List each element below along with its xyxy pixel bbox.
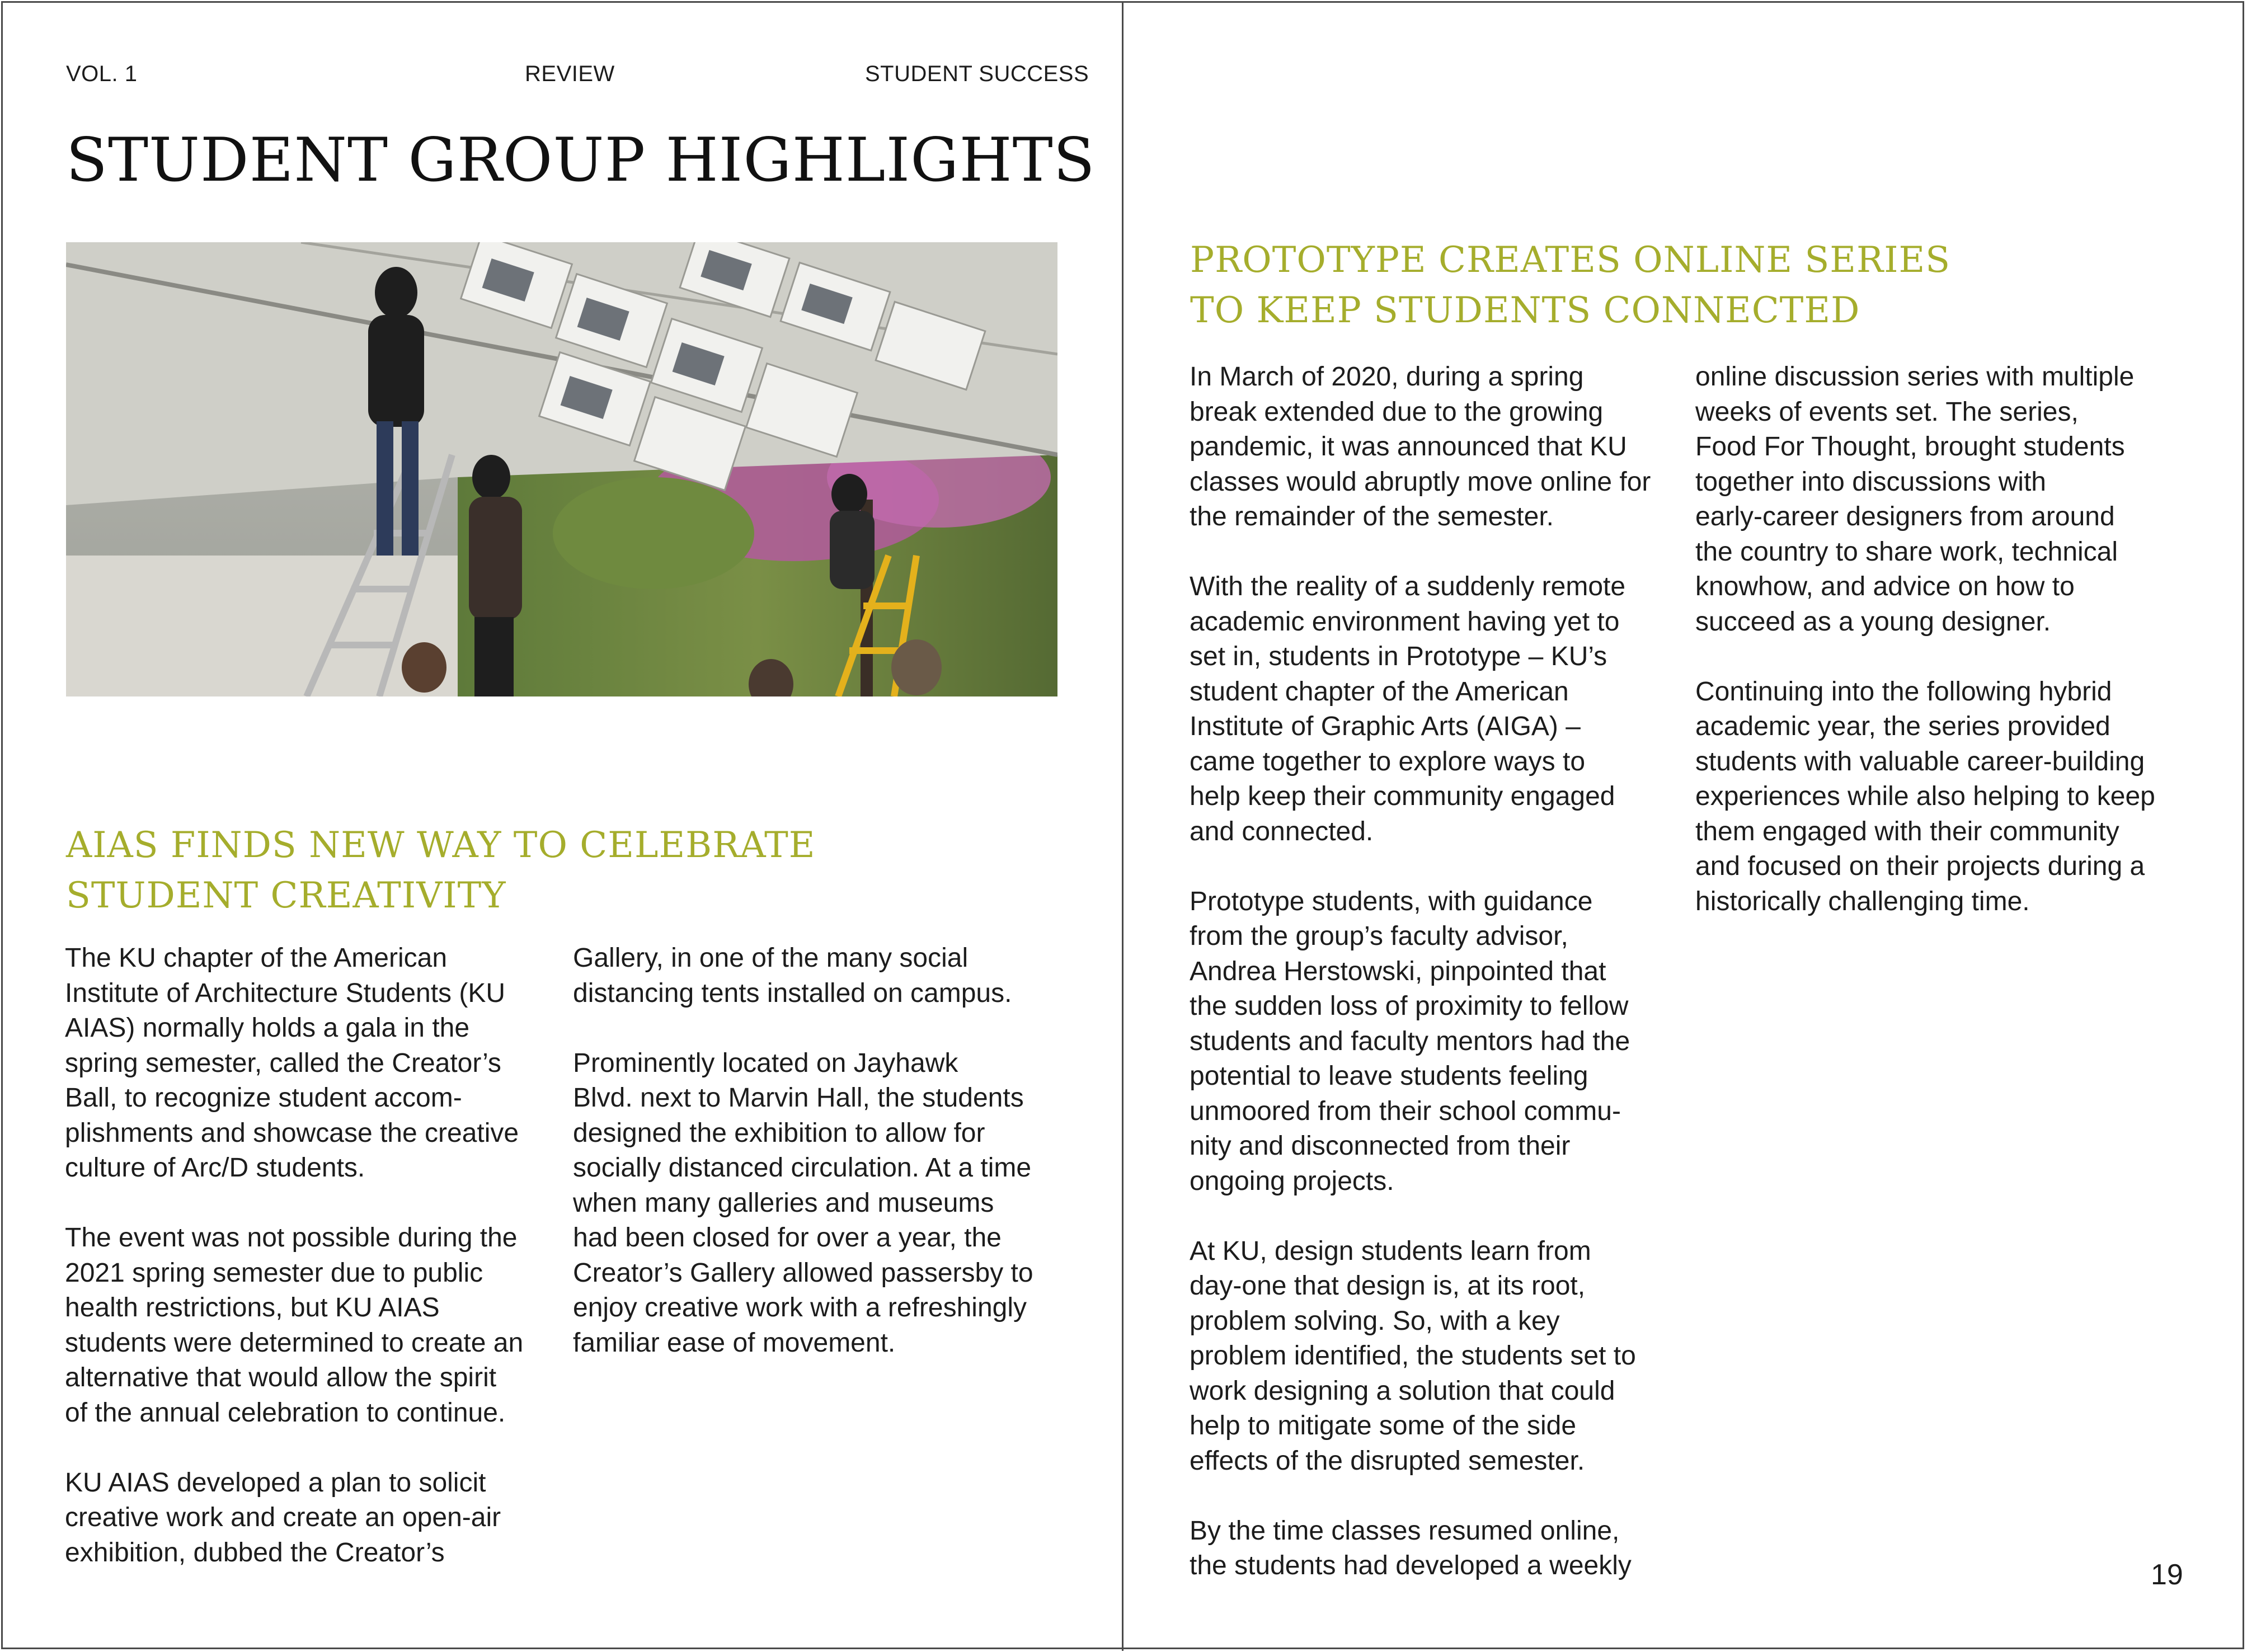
paragraph: At KU, design students learn from day-one that design is, at its root, problem solving. So, with a key problem identified, the students set to work designing a solution that could help to mitigate some of the side effects of the disrupted semester. [1190,1236,1636,1476]
right-page [1124,0,2247,1652]
paragraph: KU AIAS developed a plan to solicit creative work and create an open-air exhibition, dubbed the Creator’s [65,1467,501,1568]
right-headline-line-2: TO KEEP STUDENTS CONNECTED [1190,290,1860,331]
right-article-headline [1190,235,1950,336]
paragraph: With the reality of a suddenly remote academic environment having yet to set in, students in Prototype – KU’s student chapter of the American Institute of Graphic Arts (AIGA) – came together to explore ways to help keep their community engaged and connected. [1190,572,1626,846]
left-article-headline [66,820,816,921]
left-headline-line-1: AIAS FINDS NEW WAY TO CELEBRATE [66,825,816,866]
paragraph: The KU chapter of the American Institute of Architecture Students (KU AIAS) normally holds a gala in the spring semester, called the Creator’s Ball, to recognize student accom- plishments and showcase the creative culture of Arc/D students. [65,943,519,1183]
left-page [0,0,1122,1652]
paragraph: By the time classes resumed online, the students had developed a weekly [1190,1515,1632,1580]
left-article-column-2 [573,941,1065,1361]
left-headline-line-2: STUDENT CREATIVITY [66,875,506,916]
paragraph: Prominently located on Jayhawk Blvd. next to Marvin Hall, the students designed the exhibition to allow for socially distanced circulation. At a time when many galleries and museums had been closed for over a year, the Creator’s Gallery allowed passersby to enjoy creative work with a refreshingly familiar ease of movement. [573,1048,1033,1358]
page-title: STUDENT GROUP HIGHLIGHTS [66,125,1096,195]
right-headline-line-1: PROTOTYPE CREATES ONLINE SERIES [1190,239,1951,281]
paragraph: Gallery, in one of the many social distancing tents installed on campus. [573,943,1012,1008]
paragraph: In March of 2020, during a spring break extended due to the growing pandemic, it was announced that KU classes would abruptly move online for the remainder of the semester. [1190,362,1651,531]
exhibition-photo [66,242,1057,696]
paragraph: Prototype students, with guidance from the group’s faculty advisor, Andrea Herstowski, pinpointed that the sudden loss of proximity to fellow students and faculty mentors had the potential to leave students feeling unmoored from their school commu- nity and disconnected from their ongoing projects. [1190,886,1630,1196]
section-label: STUDENT SUCCESS [865,62,1089,86]
publication-label: REVIEW [525,62,615,86]
right-article-column-2 [1695,360,2210,919]
page-number: 19 [2151,1559,2183,1591]
paragraph: Continuing into the following hybrid academic year, the series provided students with valuable career-building experiences while also helping to keep them engaged with their community and focused on their projects during a historically challenging time. [1695,676,2155,916]
paragraph: online discussion series with multiple weeks of events set. The series, Food For Thought, brought students together into discussions with early-career designers from around the country to share work, technical knowhow, and advice on how to succeed as a young designer. [1695,362,2135,637]
volume-label: VOL. 1 [66,62,138,86]
paragraph: The event was not possible during the 2021 spring semester due to public health restrictions, but KU AIAS students were determined to create an alternative that would allow the spirit of the annual celebration to continue. [65,1223,524,1428]
exhibition-photo-illustration [66,242,1057,696]
right-article-column-1 [1190,360,1693,1584]
left-article-column-1 [65,941,557,1570]
